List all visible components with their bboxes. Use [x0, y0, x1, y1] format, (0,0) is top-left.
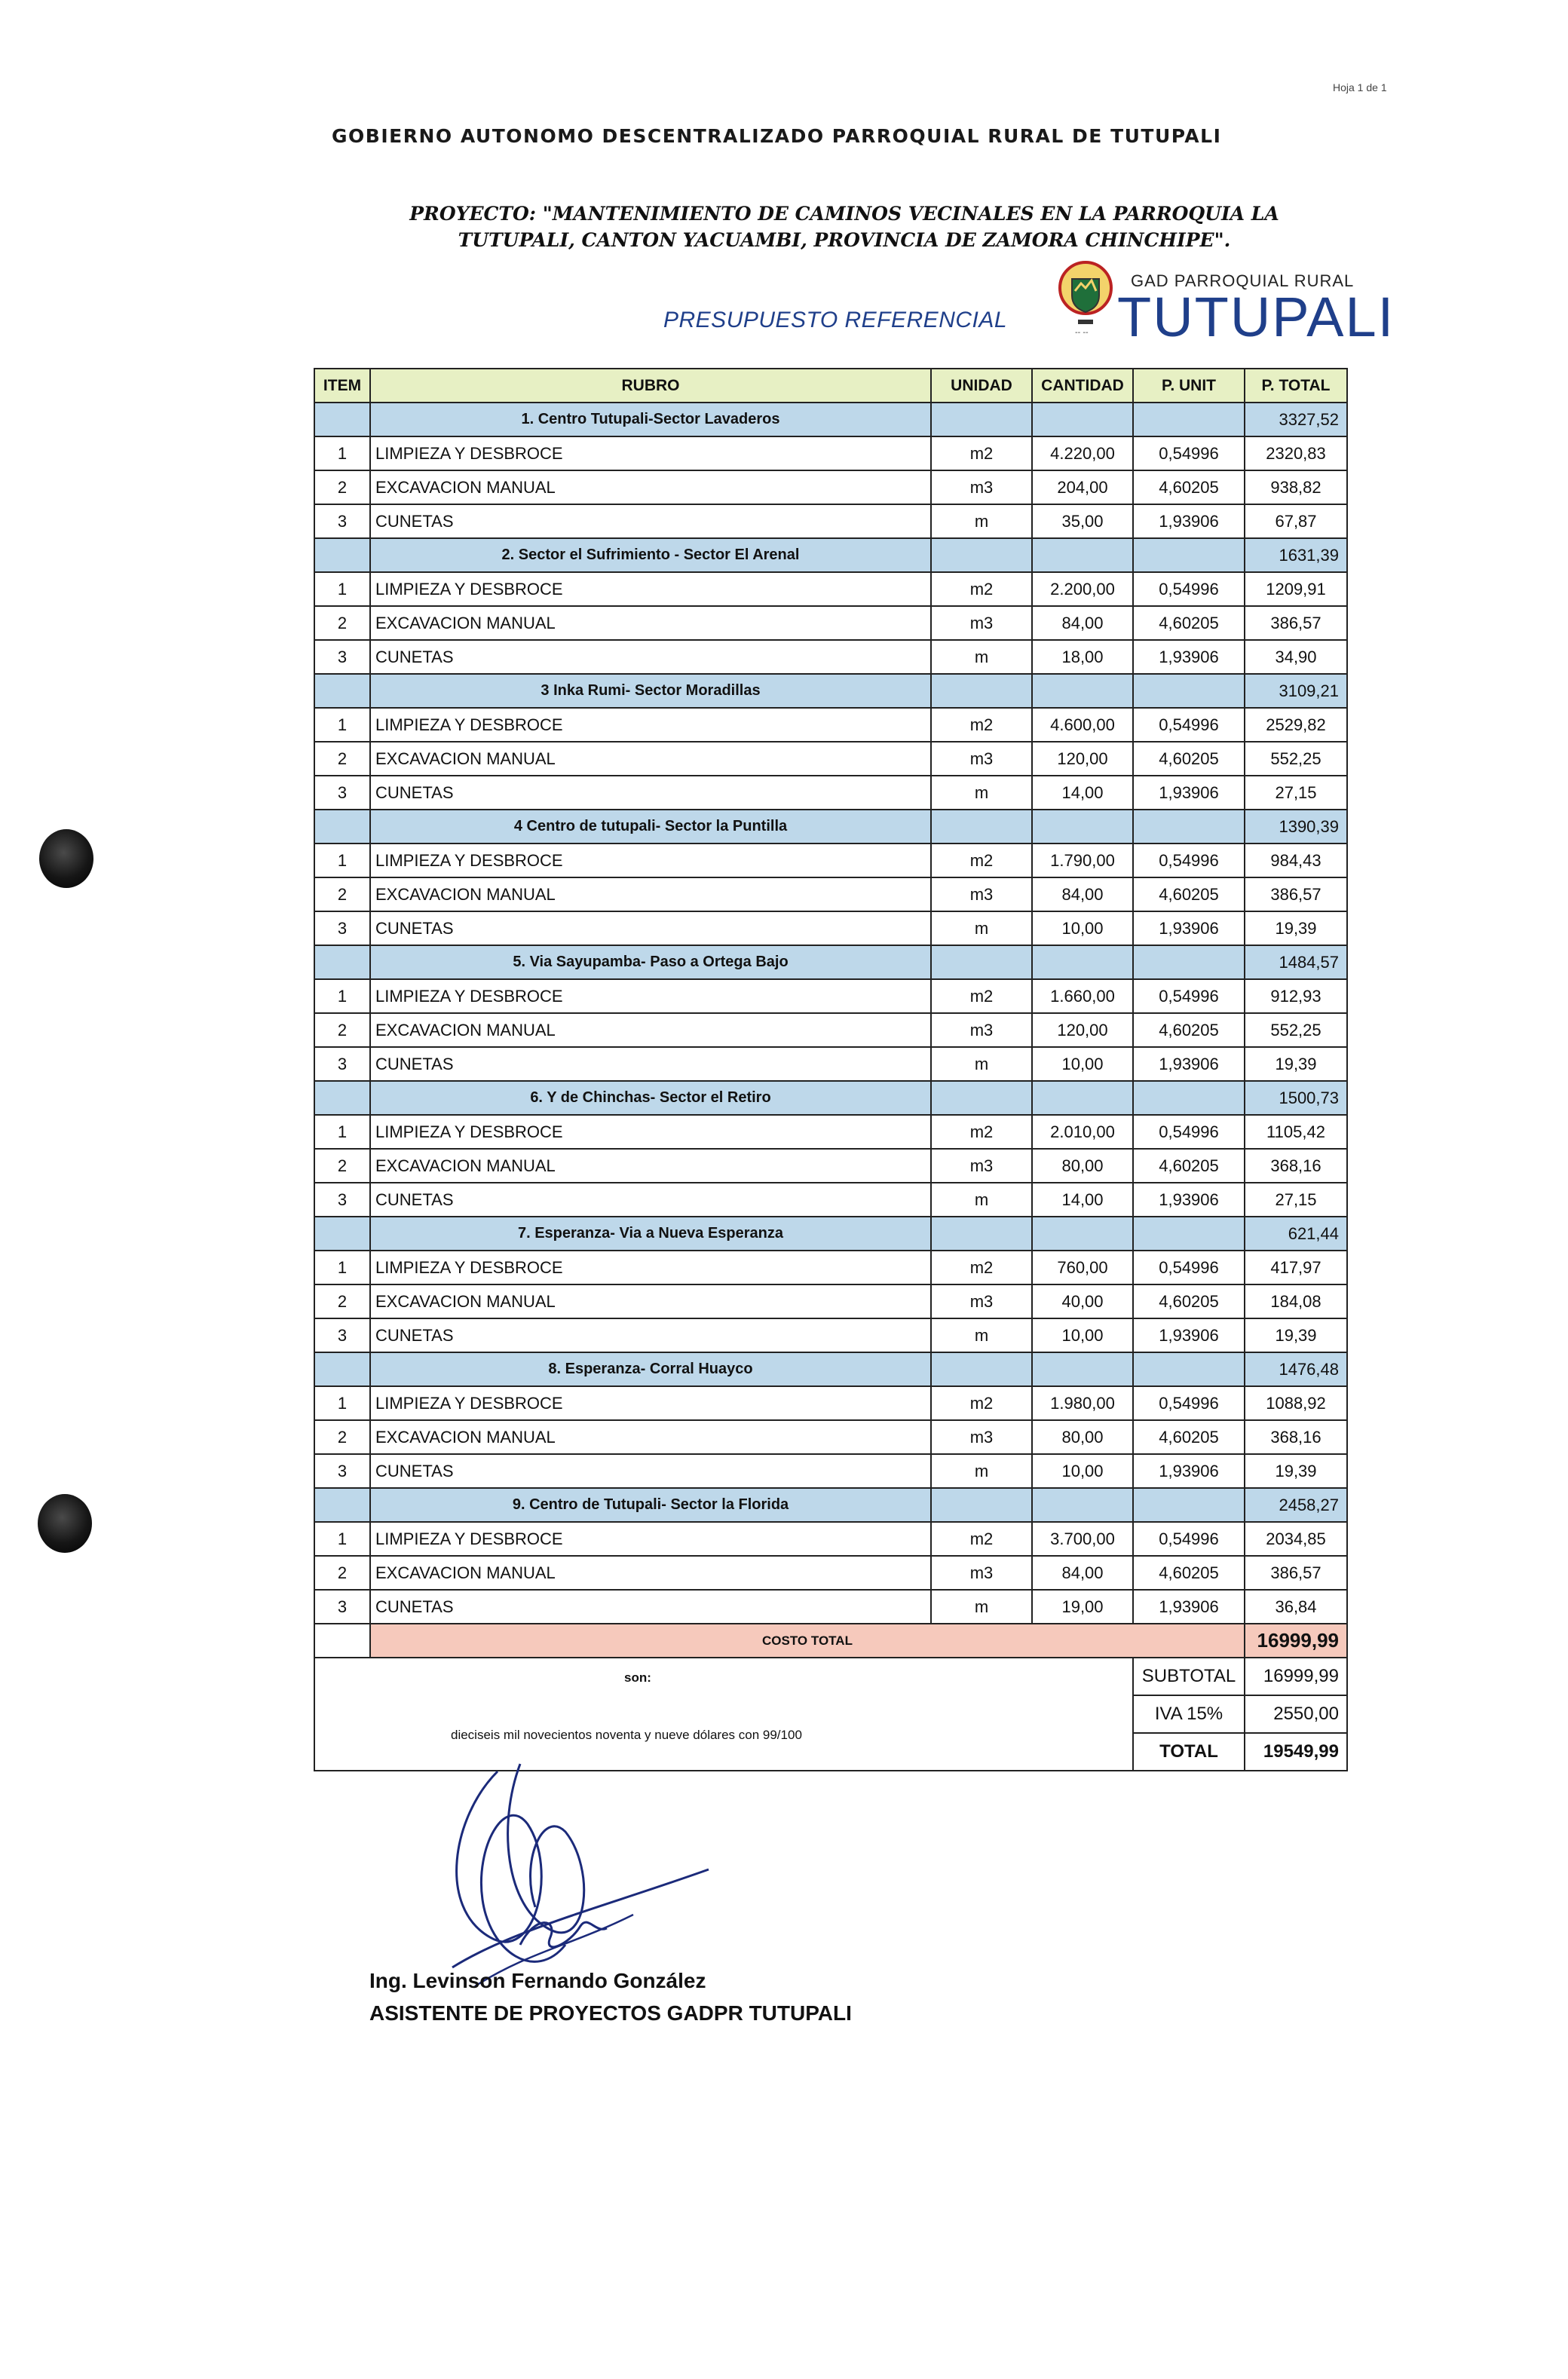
- section-empty: [1032, 403, 1133, 436]
- section-empty: [1133, 945, 1245, 979]
- section-name: 4 Centro de tutupali- Sector la Puntilla: [370, 810, 931, 844]
- rubro-cell: EXCAVACION MANUAL: [370, 877, 931, 911]
- amount-in-words-block: [314, 1658, 1133, 1771]
- ptotal-cell: 386,57: [1245, 1556, 1347, 1590]
- cantidad-cell: 80,00: [1032, 1149, 1133, 1183]
- rubro-cell: EXCAVACION MANUAL: [370, 470, 931, 504]
- punit-cell: 4,60205: [1133, 742, 1245, 776]
- unidad-cell: m2: [931, 1386, 1032, 1420]
- table-row: [314, 844, 1347, 877]
- cantidad-cell: 80,00: [1032, 1420, 1133, 1454]
- table-row: [314, 572, 1347, 606]
- iva-label: IVA 15%: [1133, 1695, 1245, 1733]
- cantidad-cell: 120,00: [1032, 1013, 1133, 1047]
- header-ptotal: P. TOTAL: [1245, 369, 1347, 403]
- section-item-empty: [314, 1081, 370, 1115]
- item-number: 1: [314, 436, 370, 470]
- punit-cell: 4,60205: [1133, 1556, 1245, 1590]
- table-row: [314, 1318, 1347, 1352]
- rubro-cell: CUNETAS: [370, 1318, 931, 1352]
- cantidad-cell: 2.010,00: [1032, 1115, 1133, 1149]
- table-row: [314, 1590, 1347, 1624]
- punit-cell: 0,54996: [1133, 708, 1245, 742]
- section-name: 2. Sector el Sufrimiento - Sector El Arenal: [370, 538, 931, 572]
- rubro-cell: EXCAVACION MANUAL: [370, 1284, 931, 1318]
- section-total: 3109,21: [1245, 674, 1347, 708]
- item-number: 1: [314, 1115, 370, 1149]
- cost-total-label: COSTO TOTAL: [370, 1624, 1245, 1658]
- rubro-cell: EXCAVACION MANUAL: [370, 1556, 931, 1590]
- section-empty: [1032, 674, 1133, 708]
- section-name: 3 Inka Rumi- Sector Moradillas: [370, 674, 931, 708]
- table-row: [314, 1522, 1347, 1556]
- punit-cell: 1,93906: [1133, 504, 1245, 538]
- punit-cell: 0,54996: [1133, 572, 1245, 606]
- rubro-cell: LIMPIEZA Y DESBROCE: [370, 1251, 931, 1284]
- section-name: 1. Centro Tutupali-Sector Lavaderos: [370, 403, 931, 436]
- cantidad-cell: 204,00: [1032, 470, 1133, 504]
- section-row: [314, 1352, 1347, 1386]
- item-number: 1: [314, 1522, 370, 1556]
- punit-cell: 1,93906: [1133, 911, 1245, 945]
- rubro-cell: CUNETAS: [370, 640, 931, 674]
- ptotal-cell: 1105,42: [1245, 1115, 1347, 1149]
- cantidad-cell: 35,00: [1032, 504, 1133, 538]
- project-title: PROYECTO: "MANTENIMIENTO DE CAMINOS VECINALES EN LA PARROQUIA LA TUTUPALI, CANTON YACUAMBI, PROVINCIA DE ZAMORA CHINCHIPE".: [409, 203, 1279, 251]
- cantidad-cell: 1.980,00: [1032, 1386, 1133, 1420]
- table-row: [314, 1454, 1347, 1488]
- government-title: GOBIERNO AUTONOMO DESCENTRALIZADO PARROQUIAL RURAL DE TUTUPALI: [332, 125, 1222, 147]
- ptotal-cell: 2320,83: [1245, 436, 1347, 470]
- svg-text:-- --: -- --: [1075, 329, 1089, 337]
- section-empty: [1133, 403, 1245, 436]
- logo-brand: TUTUPALI: [1117, 286, 1395, 348]
- cantidad-cell: 14,00: [1032, 776, 1133, 810]
- budget-body: [314, 403, 1347, 1624]
- unidad-cell: m2: [931, 1522, 1032, 1556]
- table-row: [314, 606, 1347, 640]
- budget-table: [314, 368, 1348, 1771]
- item-number: 1: [314, 844, 370, 877]
- iva-value: 2550,00: [1245, 1695, 1347, 1733]
- parish-crest-icon: [1055, 256, 1116, 339]
- table-row: [314, 776, 1347, 810]
- total-label: TOTAL: [1133, 1733, 1245, 1771]
- cantidad-cell: 84,00: [1032, 877, 1133, 911]
- item-number: 2: [314, 1284, 370, 1318]
- punit-cell: 1,93906: [1133, 1047, 1245, 1081]
- punit-cell: 1,93906: [1133, 1183, 1245, 1217]
- item-number: 2: [314, 877, 370, 911]
- section-empty: [1133, 538, 1245, 572]
- punit-cell: 4,60205: [1133, 1013, 1245, 1047]
- section-total: 1631,39: [1245, 538, 1347, 572]
- rubro-cell: CUNETAS: [370, 1590, 931, 1624]
- unidad-cell: m2: [931, 572, 1032, 606]
- item-number: 3: [314, 640, 370, 674]
- rubro-cell: LIMPIEZA Y DESBROCE: [370, 979, 931, 1013]
- document-title: PRESUPUESTO REFERENCIAL: [663, 308, 1008, 332]
- unidad-cell: m3: [931, 470, 1032, 504]
- cantidad-cell: 18,00: [1032, 640, 1133, 674]
- cantidad-cell: 4.220,00: [1032, 436, 1133, 470]
- section-row: [314, 674, 1347, 708]
- punit-cell: 1,93906: [1133, 776, 1245, 810]
- section-item-empty: [314, 403, 370, 436]
- ptotal-cell: 386,57: [1245, 877, 1347, 911]
- ptotal-cell: 912,93: [1245, 979, 1347, 1013]
- table-row: [314, 1149, 1347, 1183]
- rubro-cell: CUNETAS: [370, 911, 931, 945]
- rubro-cell: CUNETAS: [370, 1047, 931, 1081]
- table-row: [314, 708, 1347, 742]
- section-total: 1484,57: [1245, 945, 1347, 979]
- section-empty: [1032, 945, 1133, 979]
- ptotal-cell: 552,25: [1245, 1013, 1347, 1047]
- unidad-cell: m: [931, 1183, 1032, 1217]
- ptotal-cell: 36,84: [1245, 1590, 1347, 1624]
- section-empty: [931, 1488, 1032, 1522]
- section-row: [314, 538, 1347, 572]
- cantidad-cell: 14,00: [1032, 1183, 1133, 1217]
- item-number: 3: [314, 504, 370, 538]
- section-row: [314, 810, 1347, 844]
- section-row: [314, 1488, 1347, 1522]
- cantidad-cell: 84,00: [1032, 1556, 1133, 1590]
- section-item-empty: [314, 538, 370, 572]
- table-row: [314, 1284, 1347, 1318]
- section-name: 7. Esperanza- Via a Nueva Esperanza: [370, 1217, 931, 1251]
- cantidad-cell: 40,00: [1032, 1284, 1133, 1318]
- subtotal-label: SUBTOTAL: [1133, 1658, 1245, 1695]
- item-number: 3: [314, 1454, 370, 1488]
- section-empty: [1032, 1217, 1133, 1251]
- cantidad-cell: 19,00: [1032, 1590, 1133, 1624]
- item-number: 3: [314, 1183, 370, 1217]
- header-rubro: RUBRO: [370, 369, 931, 403]
- ptotal-cell: 938,82: [1245, 470, 1347, 504]
- table-row: [314, 877, 1347, 911]
- table-header-row: [314, 369, 1347, 403]
- section-empty: [1133, 1217, 1245, 1251]
- ptotal-cell: 417,97: [1245, 1251, 1347, 1284]
- table-row: [314, 470, 1347, 504]
- section-item-empty: [314, 674, 370, 708]
- ptotal-cell: 27,15: [1245, 1183, 1347, 1217]
- section-empty: [931, 403, 1032, 436]
- item-number: 1: [314, 1251, 370, 1284]
- section-item-empty: [314, 1352, 370, 1386]
- section-total: 2458,27: [1245, 1488, 1347, 1522]
- unidad-cell: m3: [931, 1556, 1032, 1590]
- punit-cell: 0,54996: [1133, 844, 1245, 877]
- ptotal-cell: 184,08: [1245, 1284, 1347, 1318]
- section-empty: [1032, 810, 1133, 844]
- item-number: 2: [314, 1149, 370, 1183]
- cantidad-cell: 10,00: [1032, 1318, 1133, 1352]
- item-number: 2: [314, 606, 370, 640]
- unidad-cell: m3: [931, 1284, 1032, 1318]
- table-row: [314, 1047, 1347, 1081]
- item-number: 2: [314, 1013, 370, 1047]
- cantidad-cell: 10,00: [1032, 911, 1133, 945]
- rubro-cell: CUNETAS: [370, 776, 931, 810]
- logo: [1055, 256, 1395, 348]
- unidad-cell: m: [931, 911, 1032, 945]
- section-empty: [931, 945, 1032, 979]
- ptotal-cell: 2034,85: [1245, 1522, 1347, 1556]
- cantidad-cell: 1.790,00: [1032, 844, 1133, 877]
- punch-hole: [38, 1494, 92, 1553]
- table-row: [314, 1183, 1347, 1217]
- ptotal-cell: 2529,82: [1245, 708, 1347, 742]
- item-number: 3: [314, 1047, 370, 1081]
- rubro-cell: EXCAVACION MANUAL: [370, 1149, 931, 1183]
- cost-total-row: [314, 1624, 1347, 1658]
- item-number: 3: [314, 911, 370, 945]
- table-row: [314, 911, 1347, 945]
- table-row: [314, 1115, 1347, 1149]
- section-name: 8. Esperanza- Corral Huayco: [370, 1352, 931, 1386]
- rubro-cell: EXCAVACION MANUAL: [370, 1013, 931, 1047]
- section-empty: [1032, 538, 1133, 572]
- total-value: 19549,99: [1245, 1733, 1347, 1771]
- logo-caption: GAD PARROQUIAL RURAL: [1131, 271, 1355, 290]
- punit-cell: 4,60205: [1133, 1420, 1245, 1454]
- unidad-cell: m: [931, 776, 1032, 810]
- item-number: 2: [314, 742, 370, 776]
- cantidad-cell: 10,00: [1032, 1454, 1133, 1488]
- header-punit: P. UNIT: [1133, 369, 1245, 403]
- rubro-cell: LIMPIEZA Y DESBROCE: [370, 844, 931, 877]
- punit-cell: 0,54996: [1133, 1522, 1245, 1556]
- rubro-cell: LIMPIEZA Y DESBROCE: [370, 708, 931, 742]
- punit-cell: 0,54996: [1133, 979, 1245, 1013]
- ptotal-cell: 19,39: [1245, 1047, 1347, 1081]
- unidad-cell: m: [931, 1454, 1032, 1488]
- section-item-empty: [314, 945, 370, 979]
- cost-empty: [314, 1624, 370, 1658]
- unidad-cell: m2: [931, 1115, 1032, 1149]
- section-total: 621,44: [1245, 1217, 1347, 1251]
- ptotal-cell: 34,90: [1245, 640, 1347, 674]
- section-empty: [1032, 1488, 1133, 1522]
- ptotal-cell: 552,25: [1245, 742, 1347, 776]
- rubro-cell: CUNETAS: [370, 1183, 931, 1217]
- cantidad-cell: 4.600,00: [1032, 708, 1133, 742]
- unidad-cell: m2: [931, 1251, 1032, 1284]
- item-number: 1: [314, 572, 370, 606]
- table-row: [314, 436, 1347, 470]
- amount-in-words: dieciseis mil novecientos noventa y nueve dólares con 99/100: [451, 1728, 802, 1742]
- ptotal-cell: 19,39: [1245, 911, 1347, 945]
- punit-cell: 0,54996: [1133, 1386, 1245, 1420]
- subtotal-row: [314, 1658, 1347, 1695]
- section-empty: [931, 1081, 1032, 1115]
- rubro-cell: CUNETAS: [370, 1454, 931, 1488]
- section-empty: [931, 674, 1032, 708]
- punit-cell: 0,54996: [1133, 1115, 1245, 1149]
- unidad-cell: m3: [931, 877, 1032, 911]
- header-cantidad: CANTIDAD: [1032, 369, 1133, 403]
- section-name: 5. Via Sayupamba- Paso a Ortega Bajo: [370, 945, 931, 979]
- table-row: [314, 640, 1347, 674]
- punch-hole: [39, 829, 93, 888]
- section-empty: [1133, 1081, 1245, 1115]
- section-total: 3327,52: [1245, 403, 1347, 436]
- item-number: 3: [314, 1590, 370, 1624]
- ptotal-cell: 67,87: [1245, 504, 1347, 538]
- cantidad-cell: 1.660,00: [1032, 979, 1133, 1013]
- cost-total-value: 16999,99: [1245, 1624, 1347, 1658]
- item-number: 1: [314, 979, 370, 1013]
- unidad-cell: m: [931, 1590, 1032, 1624]
- unidad-cell: m: [931, 1318, 1032, 1352]
- item-number: 1: [314, 708, 370, 742]
- section-name: 6. Y de Chinchas- Sector el Retiro: [370, 1081, 931, 1115]
- punit-cell: 4,60205: [1133, 606, 1245, 640]
- item-number: 3: [314, 1318, 370, 1352]
- ptotal-cell: 1209,91: [1245, 572, 1347, 606]
- cantidad-cell: 10,00: [1032, 1047, 1133, 1081]
- punit-cell: 1,93906: [1133, 1454, 1245, 1488]
- page-number: Hoja 1 de 1: [1333, 81, 1387, 93]
- punit-cell: 4,60205: [1133, 1149, 1245, 1183]
- section-row: [314, 945, 1347, 979]
- ptotal-cell: 984,43: [1245, 844, 1347, 877]
- section-empty: [1032, 1352, 1133, 1386]
- unidad-cell: m3: [931, 742, 1032, 776]
- punit-cell: 0,54996: [1133, 436, 1245, 470]
- unidad-cell: m2: [931, 708, 1032, 742]
- rubro-cell: EXCAVACION MANUAL: [370, 606, 931, 640]
- section-empty: [1133, 674, 1245, 708]
- table-row: [314, 504, 1347, 538]
- rubro-cell: EXCAVACION MANUAL: [370, 1420, 931, 1454]
- header-item: ITEM: [314, 369, 370, 403]
- rubro-cell: CUNETAS: [370, 504, 931, 538]
- handwritten-signature: [407, 1756, 754, 2005]
- ptotal-cell: 1088,92: [1245, 1386, 1347, 1420]
- son-label: son:: [624, 1670, 651, 1685]
- ptotal-cell: 386,57: [1245, 606, 1347, 640]
- punit-cell: 1,93906: [1133, 640, 1245, 674]
- ptotal-cell: 368,16: [1245, 1149, 1347, 1183]
- unidad-cell: m: [931, 1047, 1032, 1081]
- section-item-empty: [314, 1488, 370, 1522]
- cantidad-cell: 120,00: [1032, 742, 1133, 776]
- section-total: 1390,39: [1245, 810, 1347, 844]
- section-empty: [931, 1352, 1032, 1386]
- punit-cell: 1,93906: [1133, 1318, 1245, 1352]
- punit-cell: 4,60205: [1133, 877, 1245, 911]
- table-row: [314, 1013, 1347, 1047]
- subtotal-value: 16999,99: [1245, 1658, 1347, 1695]
- section-name: 9. Centro de Tutupali- Sector la Florida: [370, 1488, 931, 1522]
- section-empty: [931, 1217, 1032, 1251]
- table-row: [314, 1556, 1347, 1590]
- signatory-name: Ing. Levinson Fernando González: [369, 1969, 706, 1992]
- section-empty: [1032, 1081, 1133, 1115]
- punit-cell: 0,54996: [1133, 1251, 1245, 1284]
- unidad-cell: m2: [931, 979, 1032, 1013]
- item-number: 2: [314, 1556, 370, 1590]
- section-empty: [1133, 1352, 1245, 1386]
- section-total: 1500,73: [1245, 1081, 1347, 1115]
- cantidad-cell: 2.200,00: [1032, 572, 1133, 606]
- item-number: 1: [314, 1386, 370, 1420]
- table-row: [314, 1420, 1347, 1454]
- header-unidad: UNIDAD: [931, 369, 1032, 403]
- ptotal-cell: 368,16: [1245, 1420, 1347, 1454]
- cantidad-cell: 84,00: [1032, 606, 1133, 640]
- item-number: 2: [314, 470, 370, 504]
- item-number: 3: [314, 776, 370, 810]
- rubro-cell: LIMPIEZA Y DESBROCE: [370, 572, 931, 606]
- rubro-cell: LIMPIEZA Y DESBROCE: [370, 1386, 931, 1420]
- table-row: [314, 1386, 1347, 1420]
- unidad-cell: m2: [931, 844, 1032, 877]
- unidad-cell: m: [931, 640, 1032, 674]
- cantidad-cell: 760,00: [1032, 1251, 1133, 1284]
- ptotal-cell: 27,15: [1245, 776, 1347, 810]
- signatory-role: ASISTENTE DE PROYECTOS GADPR TUTUPALI: [369, 2001, 852, 2025]
- section-total: 1476,48: [1245, 1352, 1347, 1386]
- item-number: 2: [314, 1420, 370, 1454]
- unidad-cell: m3: [931, 1420, 1032, 1454]
- punit-cell: 4,60205: [1133, 1284, 1245, 1318]
- unidad-cell: m2: [931, 436, 1032, 470]
- section-empty: [1133, 810, 1245, 844]
- unidad-cell: m3: [931, 606, 1032, 640]
- rubro-cell: EXCAVACION MANUAL: [370, 742, 931, 776]
- section-row: [314, 403, 1347, 436]
- rubro-cell: LIMPIEZA Y DESBROCE: [370, 1522, 931, 1556]
- section-empty: [931, 538, 1032, 572]
- section-item-empty: [314, 1217, 370, 1251]
- punit-cell: 1,93906: [1133, 1590, 1245, 1624]
- section-row: [314, 1081, 1347, 1115]
- ptotal-cell: 19,39: [1245, 1454, 1347, 1488]
- section-empty: [1133, 1488, 1245, 1522]
- punit-cell: 4,60205: [1133, 470, 1245, 504]
- rubro-cell: LIMPIEZA Y DESBROCE: [370, 1115, 931, 1149]
- unidad-cell: m3: [931, 1013, 1032, 1047]
- cantidad-cell: 3.700,00: [1032, 1522, 1133, 1556]
- section-empty: [931, 810, 1032, 844]
- section-item-empty: [314, 810, 370, 844]
- ptotal-cell: 19,39: [1245, 1318, 1347, 1352]
- section-row: [314, 1217, 1347, 1251]
- unidad-cell: m: [931, 504, 1032, 538]
- table-row: [314, 742, 1347, 776]
- table-row: [314, 1251, 1347, 1284]
- rubro-cell: LIMPIEZA Y DESBROCE: [370, 436, 931, 470]
- unidad-cell: m3: [931, 1149, 1032, 1183]
- table-row: [314, 979, 1347, 1013]
